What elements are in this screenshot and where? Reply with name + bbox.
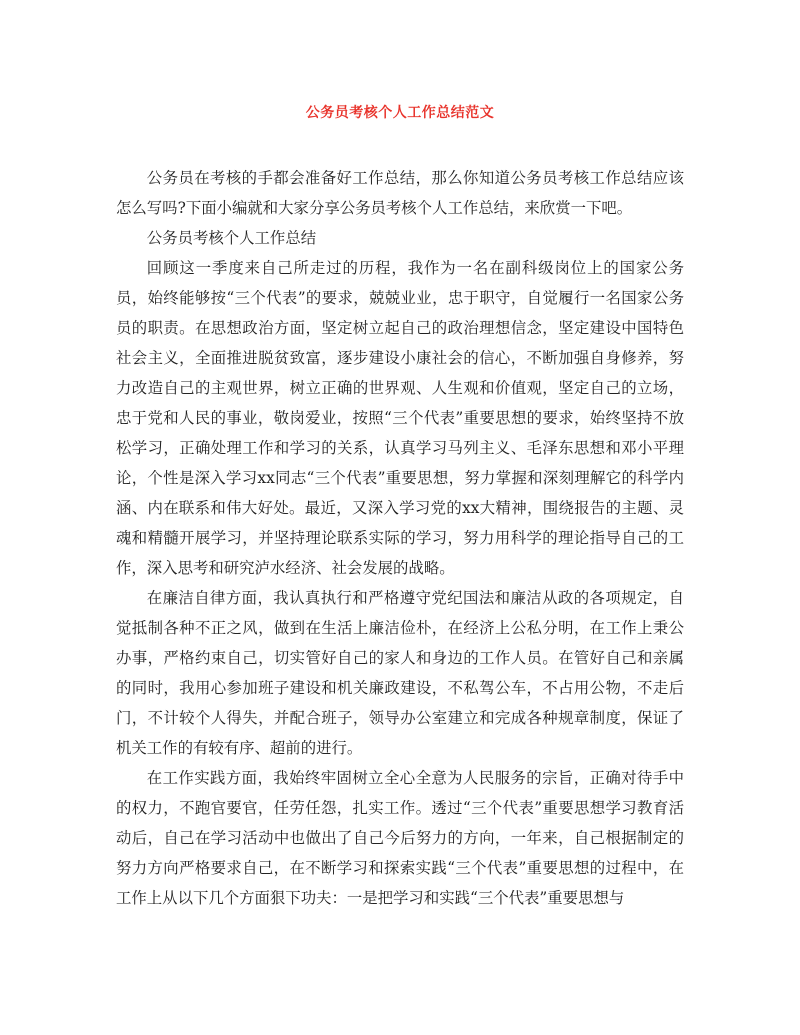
paragraph-work-practice: 在工作实践方面，我始终牢固树立全心全意为人民服务的宗旨，正确对待手中的权力，不跑官要官，任劳任怨，扎实工作。透过“三个代表”重要思想学习教育活动后，自己在学习活动中也做出了自己今后努力的方向，一年来，自己根据制定的努力方向严格要求自己，在不断学习和探索实践“三个代表”重要思想的过程中，在工作上从以下几个方面狠下功夫：一是把学习和实践“三个代表”重要思想与 [116,769,684,907]
paragraph-intro: 公务员在考核的手都会准备好工作总结，那么你知道公务员考核工作总结应该怎么写吗?下面小编就和大家分享公务员考核个人工作总结，来欣赏一下吧。 [116,169,684,217]
paragraph-review: 回顾这一季度来自己所走过的历程，我作为一名在副科级岗位上的国家公务员，始终能够按“三个代表”的要求，兢兢业业，忠于职守，自觉履行一名国家公务员的职责。在思想政治方面，坚定树立起自己的政治理想信念，坚定建设中国特色社会主义，全面推进脱贫致富，逐步建设小康社会的信心，不断加强自身修养，努力改造自己的主观世界，树立正确的世界观、人生观和价值观，坚定自己的立场，忠于党和人民的事业，敬岗爱业，按照“三个代表”重要思想的要求，始终坚持不放松学习，正确处理工作和学习的关系，认真学习马列主义、毛泽东思想和邓小平理论，个性是深入学习xx同志“三个代表”重要思想，努力掌握和深刻理解它的科学内涵、内在联系和伟大好处。最近，又深入学习党的xx大精神，围绕报告的主题、灵魂和精髓开展学习，并坚持理论联系实际的学习，努力用科学的理论指导自己的工作，深入思考和研究泸水经济、社会发展的战略。 [116,259,684,577]
paragraph-subheading: 公务员考核个人工作总结 [146,229,317,247]
document-body [116,163,684,913]
paragraph-integrity: 在廉洁自律方面，我认真执行和严格遵守党纪国法和廉洁从政的各项规定，自觉抵制各种不正之风，做到在生活上廉洁俭朴，在经济上公私分明，在工作上秉公办事，严格约束自己，切实管好自己的家人和身边的工作人员。在管好自己和亲属的同时，我用心参加班子建设和机关廉政建设，不私驾公车，不占用公物，不走后门，不计较个人得失，并配合班子，领导办公室建立和完成各种规章制度，保证了机关工作的有较有序、超前的进行。 [116,589,684,757]
document-title: 公务员考核个人工作总结范文 [305,105,495,121]
